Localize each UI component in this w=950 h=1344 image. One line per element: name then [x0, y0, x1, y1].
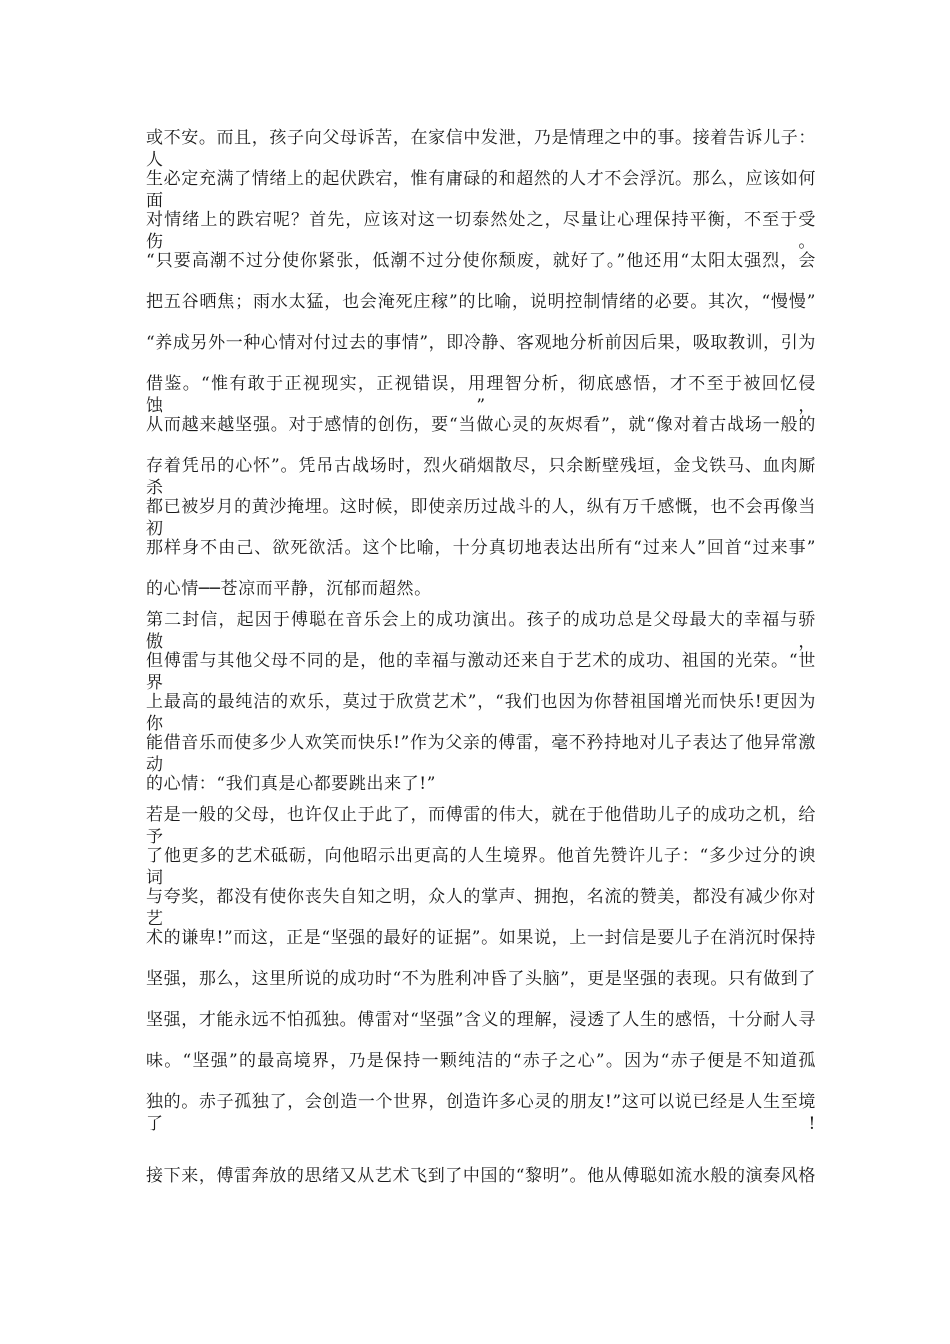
text-line: 借鉴。“惟有敢于正视现实，正视错误，用理智分析，彻底感悟，才不至于被回忆侵蚀”，: [146, 374, 816, 416]
text-line: 能借音乐而使多少人欢笑而快乐!”作为父亲的傅雷，毫不矜持地对儿子表达了他异常激动: [146, 733, 816, 775]
text-line: 把五谷晒焦；雨水太猛，也会淹死庄稼”的比喻，说明控制情绪的必要。其次，“慢慢”: [146, 292, 816, 312]
text-line: 的心情：“我们真是心都要跳出来了!”: [146, 774, 437, 794]
text-line: 了他更多的艺术砥砺，向他昭示出更高的人生境界。他首先赞许儿子：“多少过分的谀词: [146, 846, 816, 888]
text-line: 接下来，傅雷奔放的思绪又从艺术飞到了中国的“黎明”。他从傅聪如流水般的演奏风格: [146, 1166, 816, 1186]
text-line: 与夸奖，都没有使你丧失自知之明，众人的掌声、拥抱，名流的赞美，都没有减少你对艺: [146, 887, 816, 929]
text-line: 那样身不由己、欲死欲活。这个比喻，十分真切地表达出所有“过来人”回首“过来事”: [146, 538, 816, 558]
text-line: 生必定充满了情绪上的起伏跌宕，惟有庸碌的和超然的人才不会浮沉。那么，应该如何面: [146, 169, 816, 211]
text-line: 味。“坚强”的最高境界，乃是保持一颗纯洁的“赤子之心”。因为“赤子便是不知道孤: [146, 1051, 816, 1071]
text-line: 独的。赤子孤独了，会创造一个世界，创造许多心灵的朋友!”这可以说已经是人生至境了!: [146, 1092, 816, 1134]
text-line: 的心情──苍凉而平静，沉郁而超然。: [146, 579, 432, 599]
text-line: 存着凭吊的心怀”。凭吊古战场时，烈火硝烟散尽，只余断壁残垣，金戈铁马、血肉厮杀: [146, 456, 816, 498]
text-line: 对情绪上的跌宕呢？首先，应该对这一切泰然处之，尽量让心理保持平衡，不至于受伤。: [146, 210, 816, 252]
text-line: 或不安。而且，孩子向父母诉苦，在家信中发泄，乃是情理之中的事。接着告诉儿子：人: [146, 128, 816, 170]
text-line: 坚强，那么，这里所说的成功时“不为胜利冲昏了头脑”，更是坚强的表现。只有做到了: [146, 969, 816, 989]
text-line: 术的谦卑!”而这，正是“坚强的最好的证据”。如果说，上一封信是要儿子在消沉时保持: [146, 928, 816, 948]
text-line: “只要高潮不过分使你紧张，低潮不过分使你颓废，就好了。”他还用“太阳太强烈，会: [146, 251, 816, 271]
text-line: “养成另外一种心情对付过去的事情”，即冷静、客观地分析前因后果，吸取教训，引为: [146, 333, 816, 353]
text-line: 都已被岁月的黄沙掩埋。这时候，即使亲历过战斗的人，纵有万千感慨，也不会再像当初: [146, 497, 816, 539]
text-line: 第二封信，起因于傅聪在音乐会上的成功演出。孩子的成功总是父母最大的幸福与骄傲，: [146, 610, 816, 652]
text-line: 从而越来越坚强。对于感情的创伤，要“当做心灵的灰烬看”，就“像对着古战场一般的: [146, 415, 816, 435]
text-line: 坚强，才能永远不怕孤独。傅雷对“坚强”含义的理解，浸透了人生的感悟，十分耐人寻: [146, 1010, 816, 1030]
text-line: 但傅雷与其他父母不同的是，他的幸福与激动还来自于艺术的成功、祖国的光荣。“世界: [146, 651, 816, 693]
text-line: 若是一般的父母，也许仅止于此了，而傅雷的伟大，就在于他借助儿子的成功之机，给予: [146, 805, 816, 847]
text-line: 上最高的最纯洁的欢乐，莫过于欣赏艺术”，“我们也因为你替祖国增光而快乐!更因为你: [146, 692, 816, 734]
